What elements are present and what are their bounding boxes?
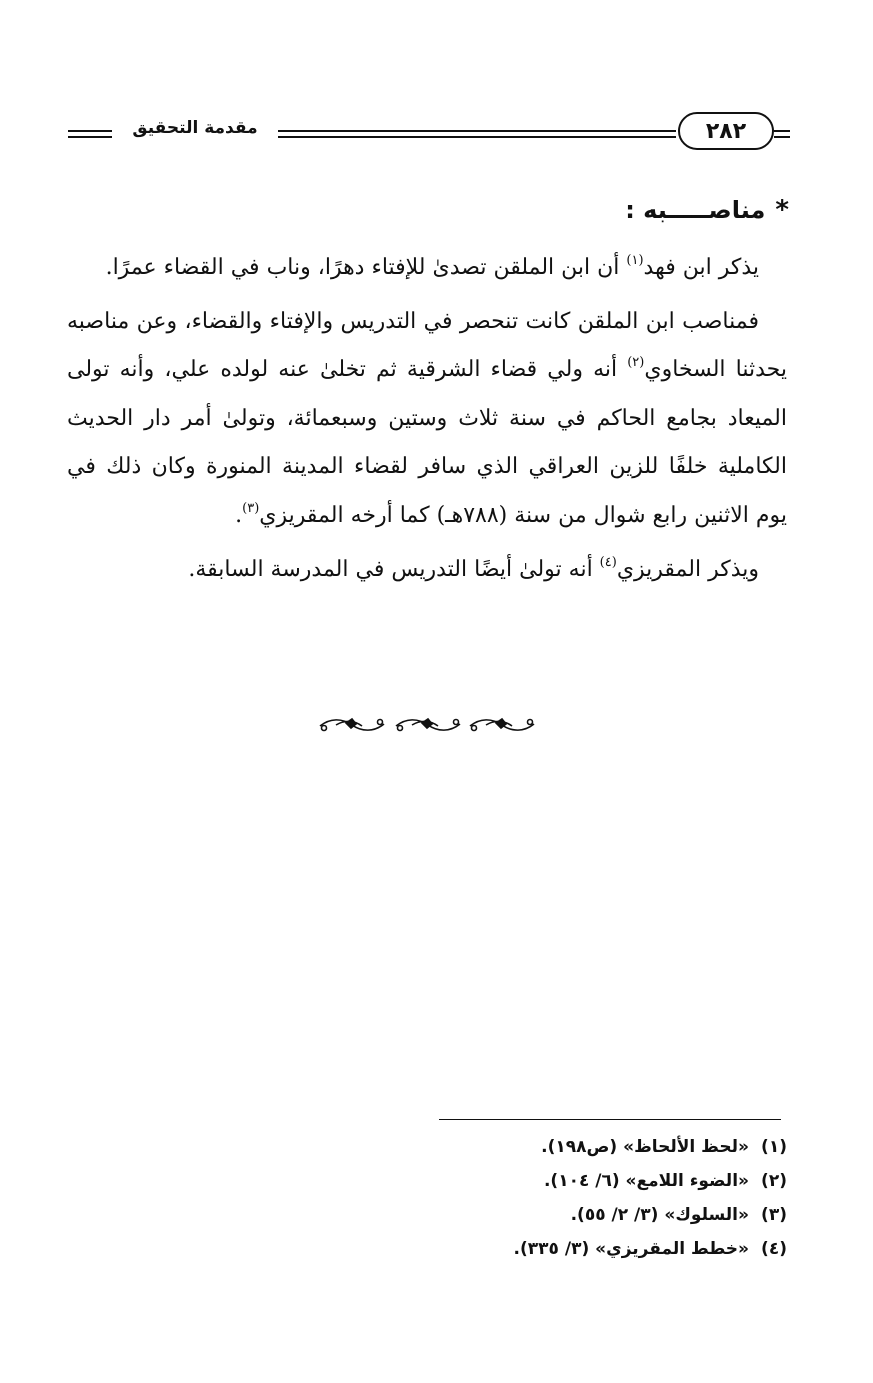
page-header <box>68 112 790 154</box>
floral-divider-icon <box>316 714 538 736</box>
footnote-divider <box>439 1119 781 1120</box>
footnote-number: (٤) <box>761 1239 787 1259</box>
footnote-text: «الضوء اللامع» (٦/ ١٠٤). <box>543 1171 749 1191</box>
body-text <box>67 244 787 599</box>
star-icon: * <box>775 195 789 225</box>
footnote-text: «السلوك» (٣/ ٢/ ٥٥). <box>570 1205 749 1225</box>
footnote-reference[interactable]: (٣) <box>242 500 260 516</box>
paragraph-text: أنه تولىٰ أيضًا التدريس في المدرسة السابقة. <box>188 556 600 582</box>
paragraph-text: أن ابن الملقن تصدىٰ للإفتاء دهرًا، وناب في القضاء عمرًا. <box>105 255 627 280</box>
paragraph-text: . <box>235 502 243 528</box>
footnote-item <box>367 1130 787 1164</box>
paragraph <box>67 546 787 595</box>
footnote-reference[interactable]: (١) <box>626 253 644 268</box>
header-rule-left <box>68 130 112 138</box>
footnote-number: (٢) <box>761 1171 787 1191</box>
footnote-item <box>367 1232 787 1266</box>
footnote-item <box>367 1164 787 1198</box>
paragraph-text: ويذكر المقريزي <box>616 556 759 582</box>
footnote-reference[interactable]: (٤) <box>599 554 617 570</box>
footnote-number: (٣) <box>761 1205 787 1225</box>
page-number: ٢٨٢ <box>678 112 774 150</box>
running-title: مقدمة التحقيق <box>132 118 258 138</box>
paragraph <box>67 244 787 293</box>
footnotes <box>367 1130 787 1266</box>
footnote-number: (١) <box>761 1137 787 1157</box>
header-rule-right <box>774 130 790 138</box>
paragraph-text: يذكر ابن فهد <box>643 255 759 280</box>
header-rule-middle <box>278 130 676 138</box>
footnote-text: «لحظ الألحاظ» (ص١٩٨). <box>541 1137 749 1157</box>
section-heading <box>625 195 789 225</box>
paragraph <box>67 298 787 541</box>
paragraph-text: أنه ولي قضاء الشرقية ثم تخلىٰ عنه لولده علي، وأنه تولى الميعاد بجامع الحاكم في سنة ثلاث وستين وسبعمائة، وتولىٰ أمر دار الحديث الكاملية خلفًا للزين العراقي الذي سافر لقضاء المدينة المنورة وكان ذلك في يوم الاثنين رابع شوال من سنة (٧٨٨هـ) كما أرخه المقريزي <box>67 357 787 528</box>
paragraph-text: فمناصب ابن الملقن كانت تنحصر في التدريس والإفتاء والقضاء، وعن مناصبه يحدثنا السخاوي <box>67 308 787 383</box>
footnote-item <box>367 1198 787 1232</box>
footnote-text: «خطط المقريزي» (٣/ ٣٣٥). <box>513 1239 749 1259</box>
footnote-reference[interactable]: (٢) <box>627 355 645 371</box>
section-heading-text: مناصـــــبه : <box>625 196 766 224</box>
